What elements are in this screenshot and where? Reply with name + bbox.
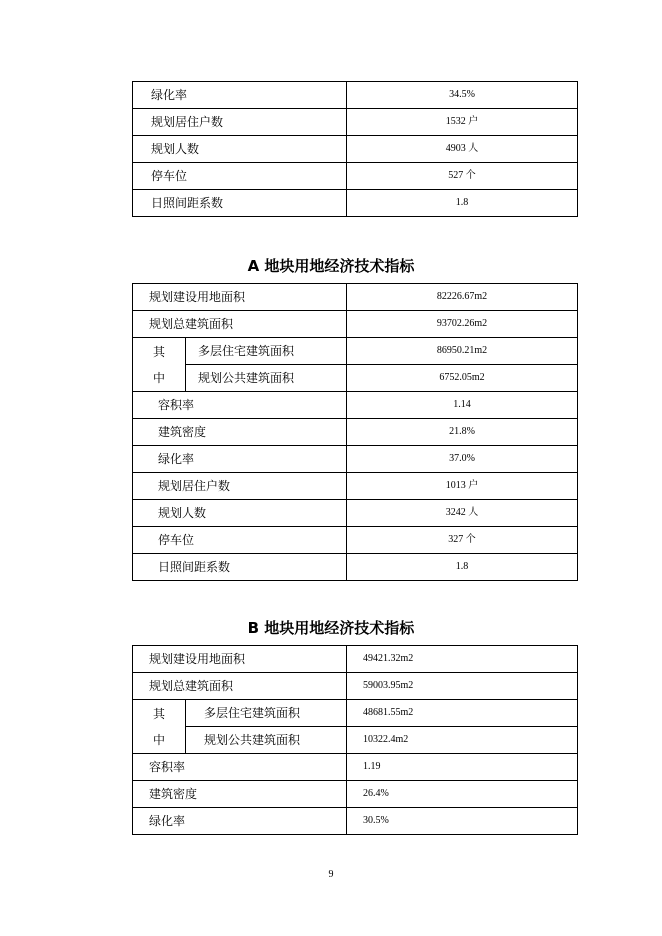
green-value: 30.5% <box>347 808 578 835</box>
density-label: 建筑密度 <box>133 781 347 808</box>
of-which-char-2: 中 <box>152 732 165 747</box>
far-label: 容积率 <box>133 754 347 781</box>
table-row <box>133 163 578 190</box>
site-area-value: 49421.32m2 <box>347 646 578 673</box>
residential-area-value: 48681.55m2 <box>347 700 578 727</box>
residential-area-label: 多层住宅建筑面积 <box>186 338 347 365</box>
of-which-char-1: 其 <box>152 706 165 721</box>
table-row <box>133 754 578 781</box>
table-row <box>133 190 578 217</box>
table-row <box>133 419 578 446</box>
parking-value: 327 个 <box>347 527 578 554</box>
table-b-title: B 地块用地经济技术指标 <box>247 619 415 637</box>
row-value: 4903 人 <box>347 136 578 163</box>
public-area-value: 10322.4m2 <box>347 727 578 754</box>
table-row <box>133 673 578 700</box>
page-number: 9 <box>328 869 334 880</box>
table-row <box>133 311 578 338</box>
site-area-label: 规划建设用地面积 <box>133 284 347 311</box>
table-row <box>133 338 578 365</box>
row-value: 1.8 <box>347 190 578 217</box>
table-row <box>133 527 578 554</box>
density-value: 21.8% <box>347 419 578 446</box>
table-row <box>133 284 578 311</box>
total-floor-area-label: 规划总建筑面积 <box>133 311 347 338</box>
total-floor-area-label: 规划总建筑面积 <box>133 673 347 700</box>
table-row <box>133 727 578 754</box>
site-area-value: 82226.67m2 <box>347 284 578 311</box>
population-label: 规划人数 <box>133 500 347 527</box>
table-row <box>133 365 578 392</box>
row-label: 日照间距系数 <box>133 190 347 217</box>
table-row <box>133 136 578 163</box>
sunlight-label: 日照间距系数 <box>133 554 347 581</box>
table-row <box>133 646 578 673</box>
of-which-cell <box>133 338 186 392</box>
households-label: 规划居住户数 <box>133 473 347 500</box>
sunlight-value: 1.8 <box>347 554 578 581</box>
green-label: 绿化率 <box>133 446 347 473</box>
row-label: 绿化率 <box>133 82 347 109</box>
table-row <box>133 473 578 500</box>
total-floor-area-value: 93702.26m2 <box>347 311 578 338</box>
public-area-value: 6752.05m2 <box>347 365 578 392</box>
far-label: 容积率 <box>133 392 347 419</box>
green-value: 37.0% <box>347 446 578 473</box>
table-row <box>133 781 578 808</box>
density-value: 26.4% <box>347 781 578 808</box>
public-area-label: 规划公共建筑面积 <box>186 365 347 392</box>
of-which-char-2: 中 <box>152 370 165 385</box>
table-row <box>133 500 578 527</box>
of-which-cell <box>133 700 186 754</box>
public-area-label: 规划公共建筑面积 <box>186 727 347 754</box>
table-row <box>133 82 578 109</box>
site-area-label: 规划建设用地面积 <box>133 646 347 673</box>
population-value: 3242 人 <box>347 500 578 527</box>
far-value: 1.19 <box>347 754 578 781</box>
of-which-char-1: 其 <box>152 344 165 359</box>
residential-area-value: 86950.21m2 <box>347 338 578 365</box>
table-row <box>133 554 578 581</box>
green-label: 绿化率 <box>133 808 347 835</box>
households-value: 1013 户 <box>347 473 578 500</box>
table-row <box>133 808 578 835</box>
far-value: 1.14 <box>347 392 578 419</box>
table-b <box>132 645 578 835</box>
row-value: 34.5% <box>347 82 578 109</box>
row-label: 规划居住户数 <box>133 109 347 136</box>
table-row <box>133 109 578 136</box>
parking-label: 停车位 <box>133 527 347 554</box>
total-floor-area-value: 59003.95m2 <box>347 673 578 700</box>
top-indicators-table <box>132 81 578 217</box>
row-label: 规划人数 <box>133 136 347 163</box>
table-a <box>132 283 578 581</box>
row-value: 1532 户 <box>347 109 578 136</box>
table-row <box>133 446 578 473</box>
density-label: 建筑密度 <box>133 419 347 446</box>
row-label: 停车位 <box>133 163 347 190</box>
row-value: 527 个 <box>347 163 578 190</box>
table-a-title: A 地块用地经济技术指标 <box>247 257 415 275</box>
residential-area-label: 多层住宅建筑面积 <box>186 700 347 727</box>
table-row <box>133 700 578 727</box>
table-row <box>133 392 578 419</box>
